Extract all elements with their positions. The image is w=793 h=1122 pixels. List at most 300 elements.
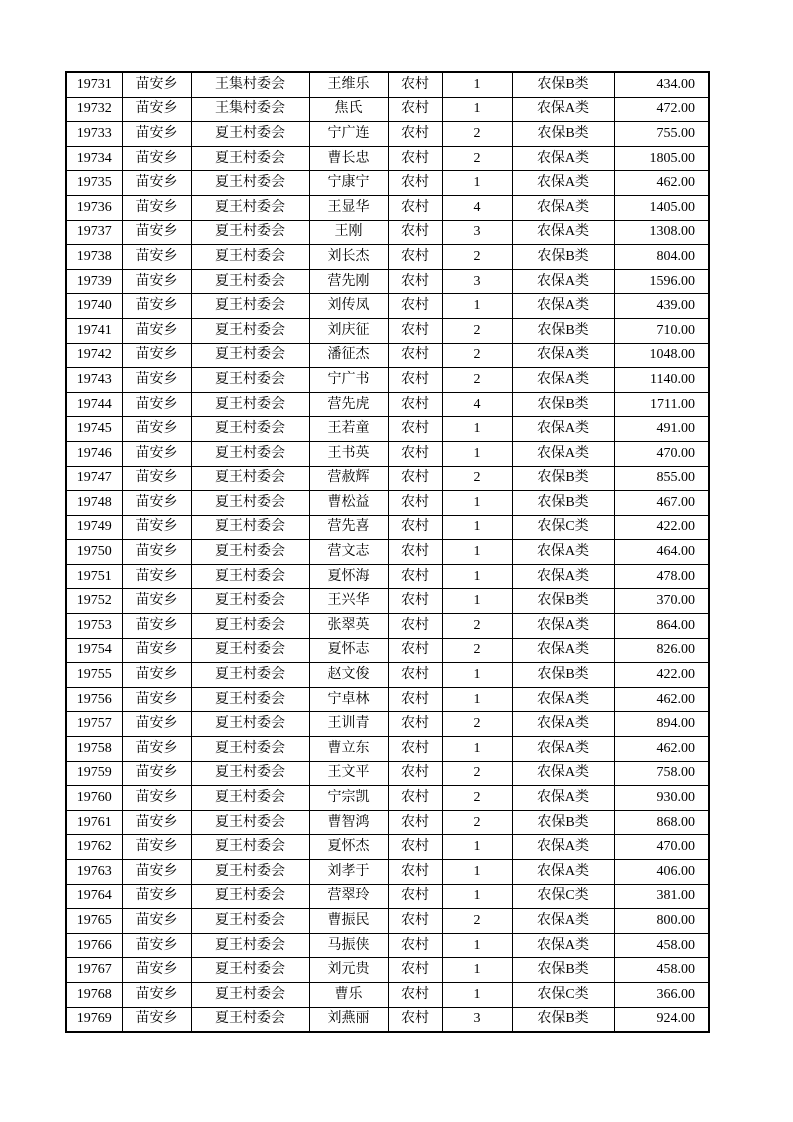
cell-category: 农保A类 [512, 761, 614, 786]
cell-count: 1 [442, 491, 512, 516]
table-row [66, 146, 709, 171]
cell-id: 19764 [66, 884, 122, 909]
cell-category: 农保A类 [512, 909, 614, 934]
cell-village: 夏王村委会 [191, 810, 309, 835]
table-row [66, 761, 709, 786]
cell-township: 苗安乡 [122, 737, 191, 762]
cell-count: 1 [442, 564, 512, 589]
cell-id: 19733 [66, 122, 122, 147]
cell-township: 苗安乡 [122, 1007, 191, 1032]
cell-count: 1 [442, 540, 512, 565]
cell-type: 农村 [388, 687, 442, 712]
cell-type: 农村 [388, 614, 442, 639]
cell-count: 1 [442, 171, 512, 196]
cell-name: 宁康宁 [309, 171, 388, 196]
cell-village: 夏王村委会 [191, 638, 309, 663]
cell-village: 夏王村委会 [191, 614, 309, 639]
cell-name: 王刚 [309, 220, 388, 245]
cell-township: 苗安乡 [122, 97, 191, 122]
cell-count: 3 [442, 1007, 512, 1032]
cell-category: 农保A类 [512, 835, 614, 860]
cell-village: 夏王村委会 [191, 417, 309, 442]
cell-village: 夏王村委会 [191, 146, 309, 171]
cell-id: 19746 [66, 441, 122, 466]
cell-type: 农村 [388, 761, 442, 786]
cell-type: 农村 [388, 1007, 442, 1032]
cell-name: 潘征杰 [309, 343, 388, 368]
cell-category: 农保A类 [512, 146, 614, 171]
cell-id: 19760 [66, 786, 122, 811]
cell-village: 夏王村委会 [191, 220, 309, 245]
cell-category: 农保A类 [512, 564, 614, 589]
cell-name: 赵文俊 [309, 663, 388, 688]
cell-village: 夏王村委会 [191, 958, 309, 983]
cell-name: 宁广连 [309, 122, 388, 147]
cell-name: 营翠玲 [309, 884, 388, 909]
cell-township: 苗安乡 [122, 72, 191, 97]
cell-amount: 422.00 [614, 515, 709, 540]
cell-category: 农保B类 [512, 810, 614, 835]
cell-village: 夏王村委会 [191, 786, 309, 811]
cell-type: 农村 [388, 909, 442, 934]
cell-type: 农村 [388, 466, 442, 491]
cell-village: 夏王村委会 [191, 294, 309, 319]
cell-count: 2 [442, 122, 512, 147]
cell-type: 农村 [388, 737, 442, 762]
cell-count: 1 [442, 97, 512, 122]
cell-id: 19735 [66, 171, 122, 196]
cell-name: 刘传凤 [309, 294, 388, 319]
table-row [66, 663, 709, 688]
cell-type: 农村 [388, 122, 442, 147]
cell-id: 19762 [66, 835, 122, 860]
cell-category: 农保A类 [512, 638, 614, 663]
cell-category: 农保A类 [512, 368, 614, 393]
cell-count: 3 [442, 220, 512, 245]
cell-name: 王维乐 [309, 72, 388, 97]
cell-amount: 924.00 [614, 1007, 709, 1032]
cell-id: 19749 [66, 515, 122, 540]
cell-name: 营先喜 [309, 515, 388, 540]
cell-village: 夏王村委会 [191, 491, 309, 516]
cell-village: 夏王村委会 [191, 1007, 309, 1032]
cell-count: 2 [442, 909, 512, 934]
cell-township: 苗安乡 [122, 614, 191, 639]
cell-township: 苗安乡 [122, 466, 191, 491]
cell-count: 2 [442, 712, 512, 737]
cell-count: 2 [442, 638, 512, 663]
cell-name: 曹立东 [309, 737, 388, 762]
table-row [66, 860, 709, 885]
cell-township: 苗安乡 [122, 564, 191, 589]
cell-amount: 1405.00 [614, 195, 709, 220]
cell-township: 苗安乡 [122, 343, 191, 368]
cell-township: 苗安乡 [122, 761, 191, 786]
cell-id: 19757 [66, 712, 122, 737]
table-row [66, 491, 709, 516]
cell-amount: 462.00 [614, 171, 709, 196]
cell-category: 农保B类 [512, 72, 614, 97]
cell-amount: 755.00 [614, 122, 709, 147]
cell-id: 19750 [66, 540, 122, 565]
cell-type: 农村 [388, 958, 442, 983]
cell-village: 夏王村委会 [191, 318, 309, 343]
cell-township: 苗安乡 [122, 146, 191, 171]
cell-village: 夏王村委会 [191, 982, 309, 1007]
cell-type: 农村 [388, 786, 442, 811]
cell-township: 苗安乡 [122, 515, 191, 540]
cell-amount: 800.00 [614, 909, 709, 934]
cell-amount: 855.00 [614, 466, 709, 491]
cell-category: 农保A类 [512, 540, 614, 565]
cell-amount: 370.00 [614, 589, 709, 614]
cell-amount: 758.00 [614, 761, 709, 786]
cell-count: 2 [442, 761, 512, 786]
cell-village: 夏王村委会 [191, 860, 309, 885]
table-row [66, 810, 709, 835]
cell-count: 2 [442, 343, 512, 368]
cell-name: 王若童 [309, 417, 388, 442]
cell-type: 农村 [388, 171, 442, 196]
cell-count: 1 [442, 72, 512, 97]
cell-count: 4 [442, 195, 512, 220]
cell-village: 王集村委会 [191, 97, 309, 122]
cell-amount: 710.00 [614, 318, 709, 343]
cell-amount: 422.00 [614, 663, 709, 688]
cell-amount: 930.00 [614, 786, 709, 811]
cell-name: 宁卓林 [309, 687, 388, 712]
table-row [66, 909, 709, 934]
cell-amount: 439.00 [614, 294, 709, 319]
cell-township: 苗安乡 [122, 441, 191, 466]
cell-name: 刘燕丽 [309, 1007, 388, 1032]
cell-count: 2 [442, 810, 512, 835]
cell-count: 2 [442, 786, 512, 811]
cell-id: 19742 [66, 343, 122, 368]
table-row [66, 97, 709, 122]
cell-count: 1 [442, 687, 512, 712]
cell-category: 农保A类 [512, 417, 614, 442]
cell-id: 19752 [66, 589, 122, 614]
cell-township: 苗安乡 [122, 318, 191, 343]
table-row [66, 195, 709, 220]
table-row [66, 269, 709, 294]
cell-name: 刘孝于 [309, 860, 388, 885]
cell-village: 夏王村委会 [191, 392, 309, 417]
cell-count: 1 [442, 663, 512, 688]
cell-amount: 894.00 [614, 712, 709, 737]
table-row [66, 171, 709, 196]
cell-id: 19758 [66, 737, 122, 762]
cell-name: 王显华 [309, 195, 388, 220]
cell-type: 农村 [388, 245, 442, 270]
cell-type: 农村 [388, 933, 442, 958]
cell-count: 1 [442, 860, 512, 885]
cell-township: 苗安乡 [122, 368, 191, 393]
table-row [66, 884, 709, 909]
cell-type: 农村 [388, 835, 442, 860]
cell-category: 农保C类 [512, 982, 614, 1007]
cell-category: 农保A类 [512, 737, 614, 762]
cell-id: 19767 [66, 958, 122, 983]
cell-type: 农村 [388, 663, 442, 688]
cell-village: 夏王村委会 [191, 122, 309, 147]
table-row [66, 712, 709, 737]
cell-count: 1 [442, 441, 512, 466]
cell-category: 农保A类 [512, 171, 614, 196]
cell-type: 农村 [388, 195, 442, 220]
cell-amount: 491.00 [614, 417, 709, 442]
cell-village: 夏王村委会 [191, 466, 309, 491]
table-row [66, 638, 709, 663]
cell-type: 农村 [388, 638, 442, 663]
cell-township: 苗安乡 [122, 933, 191, 958]
cell-village: 夏王村委会 [191, 712, 309, 737]
cell-id: 19741 [66, 318, 122, 343]
cell-village: 夏王村委会 [191, 540, 309, 565]
cell-village: 夏王村委会 [191, 909, 309, 934]
cell-township: 苗安乡 [122, 982, 191, 1007]
cell-count: 1 [442, 417, 512, 442]
cell-category: 农保B类 [512, 1007, 614, 1032]
cell-name: 刘长杰 [309, 245, 388, 270]
cell-name: 刘元贵 [309, 958, 388, 983]
cell-township: 苗安乡 [122, 269, 191, 294]
cell-village: 夏王村委会 [191, 663, 309, 688]
cell-village: 夏王村委会 [191, 884, 309, 909]
cell-village: 夏王村委会 [191, 933, 309, 958]
cell-type: 农村 [388, 982, 442, 1007]
cell-name: 营先刚 [309, 269, 388, 294]
cell-category: 农保B类 [512, 589, 614, 614]
cell-amount: 1140.00 [614, 368, 709, 393]
cell-village: 夏王村委会 [191, 171, 309, 196]
cell-township: 苗安乡 [122, 835, 191, 860]
cell-category: 农保A类 [512, 933, 614, 958]
cell-village: 夏王村委会 [191, 269, 309, 294]
cell-name: 营赦辉 [309, 466, 388, 491]
cell-amount: 434.00 [614, 72, 709, 97]
cell-amount: 826.00 [614, 638, 709, 663]
cell-amount: 366.00 [614, 982, 709, 1007]
cell-type: 农村 [388, 220, 442, 245]
cell-id: 19744 [66, 392, 122, 417]
cell-type: 农村 [388, 392, 442, 417]
cell-village: 夏王村委会 [191, 761, 309, 786]
cell-amount: 467.00 [614, 491, 709, 516]
cell-amount: 464.00 [614, 540, 709, 565]
cell-category: 农保B类 [512, 392, 614, 417]
cell-id: 19739 [66, 269, 122, 294]
cell-township: 苗安乡 [122, 810, 191, 835]
cell-type: 农村 [388, 368, 442, 393]
cell-name: 营先虎 [309, 392, 388, 417]
cell-name: 王文平 [309, 761, 388, 786]
cell-township: 苗安乡 [122, 171, 191, 196]
cell-amount: 458.00 [614, 933, 709, 958]
cell-township: 苗安乡 [122, 687, 191, 712]
cell-count: 1 [442, 958, 512, 983]
cell-amount: 804.00 [614, 245, 709, 270]
cell-name: 王兴华 [309, 589, 388, 614]
cell-village: 夏王村委会 [191, 195, 309, 220]
cell-id: 19759 [66, 761, 122, 786]
cell-type: 农村 [388, 810, 442, 835]
cell-name: 曹长忠 [309, 146, 388, 171]
cell-township: 苗安乡 [122, 220, 191, 245]
cell-amount: 381.00 [614, 884, 709, 909]
table-row [66, 466, 709, 491]
cell-type: 农村 [388, 269, 442, 294]
cell-count: 1 [442, 294, 512, 319]
cell-village: 夏王村委会 [191, 368, 309, 393]
cell-amount: 406.00 [614, 860, 709, 885]
cell-amount: 1596.00 [614, 269, 709, 294]
cell-township: 苗安乡 [122, 860, 191, 885]
cell-id: 19751 [66, 564, 122, 589]
cell-count: 2 [442, 245, 512, 270]
cell-name: 王训青 [309, 712, 388, 737]
cell-category: 农保A类 [512, 860, 614, 885]
cell-count: 1 [442, 884, 512, 909]
cell-id: 19761 [66, 810, 122, 835]
table-row [66, 786, 709, 811]
cell-village: 王集村委会 [191, 72, 309, 97]
cell-amount: 462.00 [614, 737, 709, 762]
cell-township: 苗安乡 [122, 958, 191, 983]
table-row [66, 614, 709, 639]
cell-count: 1 [442, 982, 512, 1007]
cell-category: 农保A类 [512, 195, 614, 220]
table-row [66, 392, 709, 417]
cell-category: 农保B类 [512, 491, 614, 516]
cell-amount: 1711.00 [614, 392, 709, 417]
table-row [66, 220, 709, 245]
cell-township: 苗安乡 [122, 909, 191, 934]
cell-id: 19753 [66, 614, 122, 639]
cell-id: 19754 [66, 638, 122, 663]
cell-name: 宁广书 [309, 368, 388, 393]
cell-township: 苗安乡 [122, 245, 191, 270]
cell-village: 夏王村委会 [191, 515, 309, 540]
cell-name: 曹松益 [309, 491, 388, 516]
cell-amount: 470.00 [614, 441, 709, 466]
payments-table-body [66, 72, 709, 1032]
cell-amount: 1048.00 [614, 343, 709, 368]
cell-count: 1 [442, 589, 512, 614]
cell-type: 农村 [388, 589, 442, 614]
cell-id: 19763 [66, 860, 122, 885]
cell-township: 苗安乡 [122, 392, 191, 417]
cell-id: 19736 [66, 195, 122, 220]
table-row [66, 122, 709, 147]
cell-id: 19734 [66, 146, 122, 171]
cell-type: 农村 [388, 884, 442, 909]
cell-category: 农保A类 [512, 343, 614, 368]
table-row [66, 368, 709, 393]
cell-count: 2 [442, 146, 512, 171]
cell-id: 19747 [66, 466, 122, 491]
cell-id: 19766 [66, 933, 122, 958]
cell-category: 农保B类 [512, 466, 614, 491]
cell-township: 苗安乡 [122, 122, 191, 147]
cell-id: 19769 [66, 1007, 122, 1032]
cell-category: 农保B类 [512, 318, 614, 343]
cell-id: 19756 [66, 687, 122, 712]
table-row [66, 318, 709, 343]
table-row [66, 294, 709, 319]
cell-township: 苗安乡 [122, 638, 191, 663]
cell-category: 农保A类 [512, 294, 614, 319]
cell-id: 19737 [66, 220, 122, 245]
cell-count: 1 [442, 835, 512, 860]
cell-type: 农村 [388, 540, 442, 565]
table-row [66, 737, 709, 762]
cell-amount: 864.00 [614, 614, 709, 639]
cell-count: 3 [442, 269, 512, 294]
cell-village: 夏王村委会 [191, 589, 309, 614]
cell-category: 农保B类 [512, 122, 614, 147]
cell-township: 苗安乡 [122, 294, 191, 319]
cell-township: 苗安乡 [122, 884, 191, 909]
cell-category: 农保A类 [512, 97, 614, 122]
cell-name: 曹智鸿 [309, 810, 388, 835]
cell-name: 焦氏 [309, 97, 388, 122]
table-row [66, 245, 709, 270]
table-row [66, 1007, 709, 1032]
table-row [66, 72, 709, 97]
cell-category: 农保A类 [512, 614, 614, 639]
cell-type: 农村 [388, 417, 442, 442]
cell-village: 夏王村委会 [191, 687, 309, 712]
cell-type: 农村 [388, 97, 442, 122]
cell-category: 农保C类 [512, 884, 614, 909]
cell-id: 19731 [66, 72, 122, 97]
cell-id: 19738 [66, 245, 122, 270]
cell-type: 农村 [388, 491, 442, 516]
cell-count: 2 [442, 466, 512, 491]
cell-township: 苗安乡 [122, 712, 191, 737]
cell-type: 农村 [388, 146, 442, 171]
cell-category: 农保A类 [512, 220, 614, 245]
cell-amount: 868.00 [614, 810, 709, 835]
table-row [66, 540, 709, 565]
cell-name: 曹乐 [309, 982, 388, 1007]
cell-township: 苗安乡 [122, 417, 191, 442]
cell-name: 马振侠 [309, 933, 388, 958]
cell-count: 1 [442, 737, 512, 762]
cell-category: 农保B类 [512, 663, 614, 688]
cell-count: 1 [442, 515, 512, 540]
cell-type: 农村 [388, 860, 442, 885]
cell-name: 张翠英 [309, 614, 388, 639]
cell-amount: 462.00 [614, 687, 709, 712]
cell-name: 夏怀志 [309, 638, 388, 663]
cell-township: 苗安乡 [122, 540, 191, 565]
cell-type: 农村 [388, 294, 442, 319]
cell-category: 农保C类 [512, 515, 614, 540]
table-row [66, 441, 709, 466]
cell-village: 夏王村委会 [191, 737, 309, 762]
cell-township: 苗安乡 [122, 491, 191, 516]
cell-count: 2 [442, 614, 512, 639]
cell-type: 农村 [388, 564, 442, 589]
cell-count: 2 [442, 318, 512, 343]
cell-name: 夏怀杰 [309, 835, 388, 860]
cell-category: 农保A类 [512, 687, 614, 712]
cell-type: 农村 [388, 441, 442, 466]
cell-village: 夏王村委会 [191, 343, 309, 368]
